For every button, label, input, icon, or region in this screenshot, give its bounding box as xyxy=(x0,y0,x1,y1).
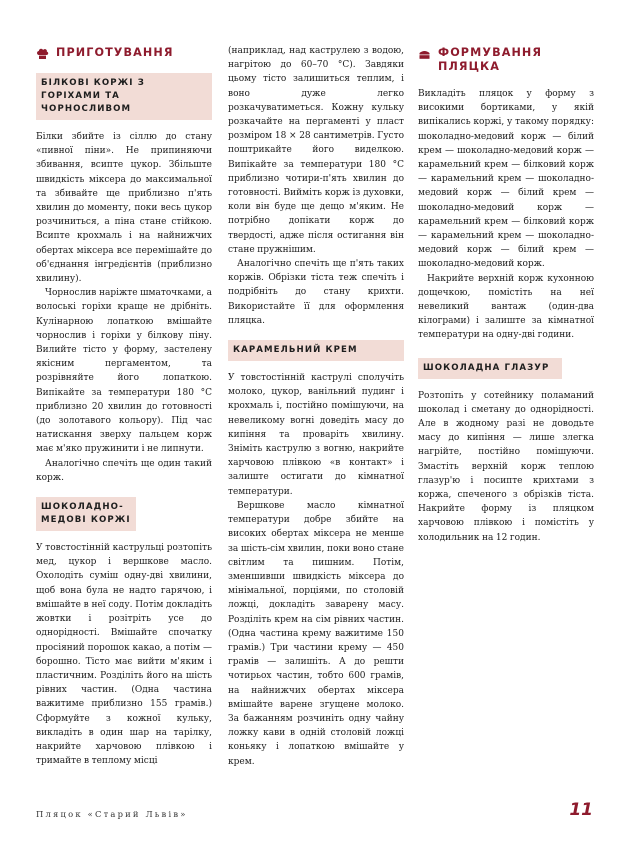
protein-paragraph-3: Аналогічно спечіть ще один такий корж. xyxy=(36,458,212,483)
forming-heading xyxy=(418,46,594,74)
caramel-paragraph-1: У товстостінній каструлі сполучіть молоко, цукор, ванільний пудинг і крохмаль і, постійно помішуючи, на невеликому вогні доведіть масу до кипіння та проваріть хвилину. Зніміть каструлю з вогню, накрийте харчовою плівкою «в контакт» і залиште остигати до кімнатної температури. xyxy=(228,373,404,497)
column-3 xyxy=(418,46,594,545)
chocolate-honey-paragraph-2: Аналогічно спечіть ще п'ять таких коржів. Обрізки тіста теж спечіть і подрібніть до стану крихти. Використайте її для оформлення пляцка. xyxy=(228,259,404,326)
protein-layer-subheading: БІЛКОВІ КОРЖІ З ГОРІХАМИ ТА ЧОРНОСЛИВОМ xyxy=(36,73,212,120)
glaze-paragraph-1: Розтопіть у сотейнику поламаний шоколад і сметану до однорідності. Але в жодному разі не доводьте масу до кипіння — лише злегка нагрійте, постійно помішуючи. Змастіть верхній корж теплою глазур'ю і посипте крихтами з коржа, спеченого з обрізків тіста. Накрийте форму із пляцком харчовою плівкою і помістіть у холодильник на 12 годин. xyxy=(418,390,594,543)
preparation-heading xyxy=(36,46,212,60)
chef-hat-icon xyxy=(36,47,49,60)
chocolate-honey-subheading: ШОКОЛАДНО-МЕДОВІ КОРЖІ xyxy=(36,497,136,531)
chocolate-honey-paragraph-1: У товстостінній каструльці розтопіть мед, цукор і вершкове масло. Охолодіть суміш одну-дві хвилини, щоб вона була не надто гарячою, і вмішайте в неї соду. Потім докладіть жовтки і розітріть усе до однорідності. Вмішайте спочатку просіяний порошок какао, а потім — борошно. Тісто має вийти м'яким і пластичним. Розділіть його на шість рівних частин. (Одна частина важитиме приблизно 155 грамів.) Сформуйте з кожної кульку, викладіть в один шар на тарілку, накрийте харчовою плівкою і тримайте в теплому місці xyxy=(36,543,212,767)
column-2 xyxy=(228,44,404,769)
forming-paragraph-2: Накрийте верхній корж кухонною дощечкою, помістіть на неї невеликий вантаж (один-два кілограми) і залиште за кімнатної температури на одну-дві години. xyxy=(418,273,594,341)
protein-paragraph-2: Чорнослив наріжте шматочками, а волоські горіхи краще не дрібніть. Кулінарною лопаткою вмішайте чорнослив і горіхи у білкову піну. Вилийте тісто у форму, застелену якісним пергаментом, та розрівняйте його лопаткою. Випікайте за температури 180 °С приблизно 20 хвилин до готовності (до золотавого кольору). Під час натискання зверху пальцем корж має м'яко пружинити і не липнути. xyxy=(36,288,212,455)
glaze-subheading: ШОКОЛАДНА ГЛАЗУР xyxy=(418,358,562,379)
forming-title-line-1: ФОРМУВАННЯ xyxy=(438,46,543,59)
page-number: 11 xyxy=(569,800,593,820)
footer-title: Пляцок «Старий Львів» xyxy=(36,809,188,819)
preparation-title: ПРИГОТУВАННЯ xyxy=(56,46,174,59)
protein-paragraph-1: Білки збийте із сіллю до стану «пивної піни». Не припиняючи збивання, всипте цукор. Збільште швидкість міксера до максимальної та збивайте ще приблизно п'ять хвилин до моменту, поки весь цукор розчиниться, а піна стане стійкою. Всипте крохмаль і на найнижчих обертах міксера все перемішайте до об'єднання інгредієнтів (приблизно хвилину). xyxy=(36,132,212,285)
forming-title-line-2: ПЛЯЦКА xyxy=(438,60,501,73)
cake-icon xyxy=(418,47,431,60)
forming-paragraph-1: Викладіть пляцок у форму з високими бортиками, у якій випікались коржі, у такому порядку: шоколадно-медовий корж — білий крем — шоколадно-медовий корж — карамельний крем — білковий корж — карамельний крем — шоколадно-медовий корж — білий крем — шоколадно-медовий корж — карамельний крем — білковий корж — карамельний крем — шоколадно-медовий корж — білий крем — шоколадно-медовий корж. xyxy=(418,89,594,270)
chocolate-honey-paragraph-1-continued: (наприклад, над каструлею з водою, нагрітою до 60–70 °С). Завдяки цьому тісто залишиться теплим, і воно дуже легко розкачуватиметься. Кожну кульку розкачайте на пергаменті у пласт розміром 18 × 28 сантиметрів. Густо поштрикайте його виделкою. Випікайте за температури 180 °С приблизно чотири-п'ять хвилин до готовності. Вийміть корж із духовки, коли він буде ще дещо м'яким. Не потрібно допікати корж до твердості, адже після остигання він стане пружнішим. xyxy=(228,46,404,255)
caramel-cream-subheading: КАРАМЕЛЬНИЙ КРЕМ xyxy=(228,340,404,361)
column-1 xyxy=(36,46,212,768)
caramel-paragraph-2: Вершкове масло кімнатної температури добре збийте на високих обертах міксера не менше за шість-сім хвилин, поки воно стане світлим та пишним. Потім, зменшивши швидкість міксера до мінімальної, порціями, по столовій ложці, докладіть заварену масу. Розділіть крем на сім рівних частин. (Одна частина крему важитиме 150 грамів.) Три частини крему — 450 грамів — залишіть. А до решти чотирьох частин, тобто 600 грамів, на найнижчих обертах міксера вмішайте варене згущене молоко. За бажанням розчиніть одну чайну ложку кави в одній столовій ложці коньяку і лопаткою вмішайте у крем. xyxy=(228,500,404,767)
